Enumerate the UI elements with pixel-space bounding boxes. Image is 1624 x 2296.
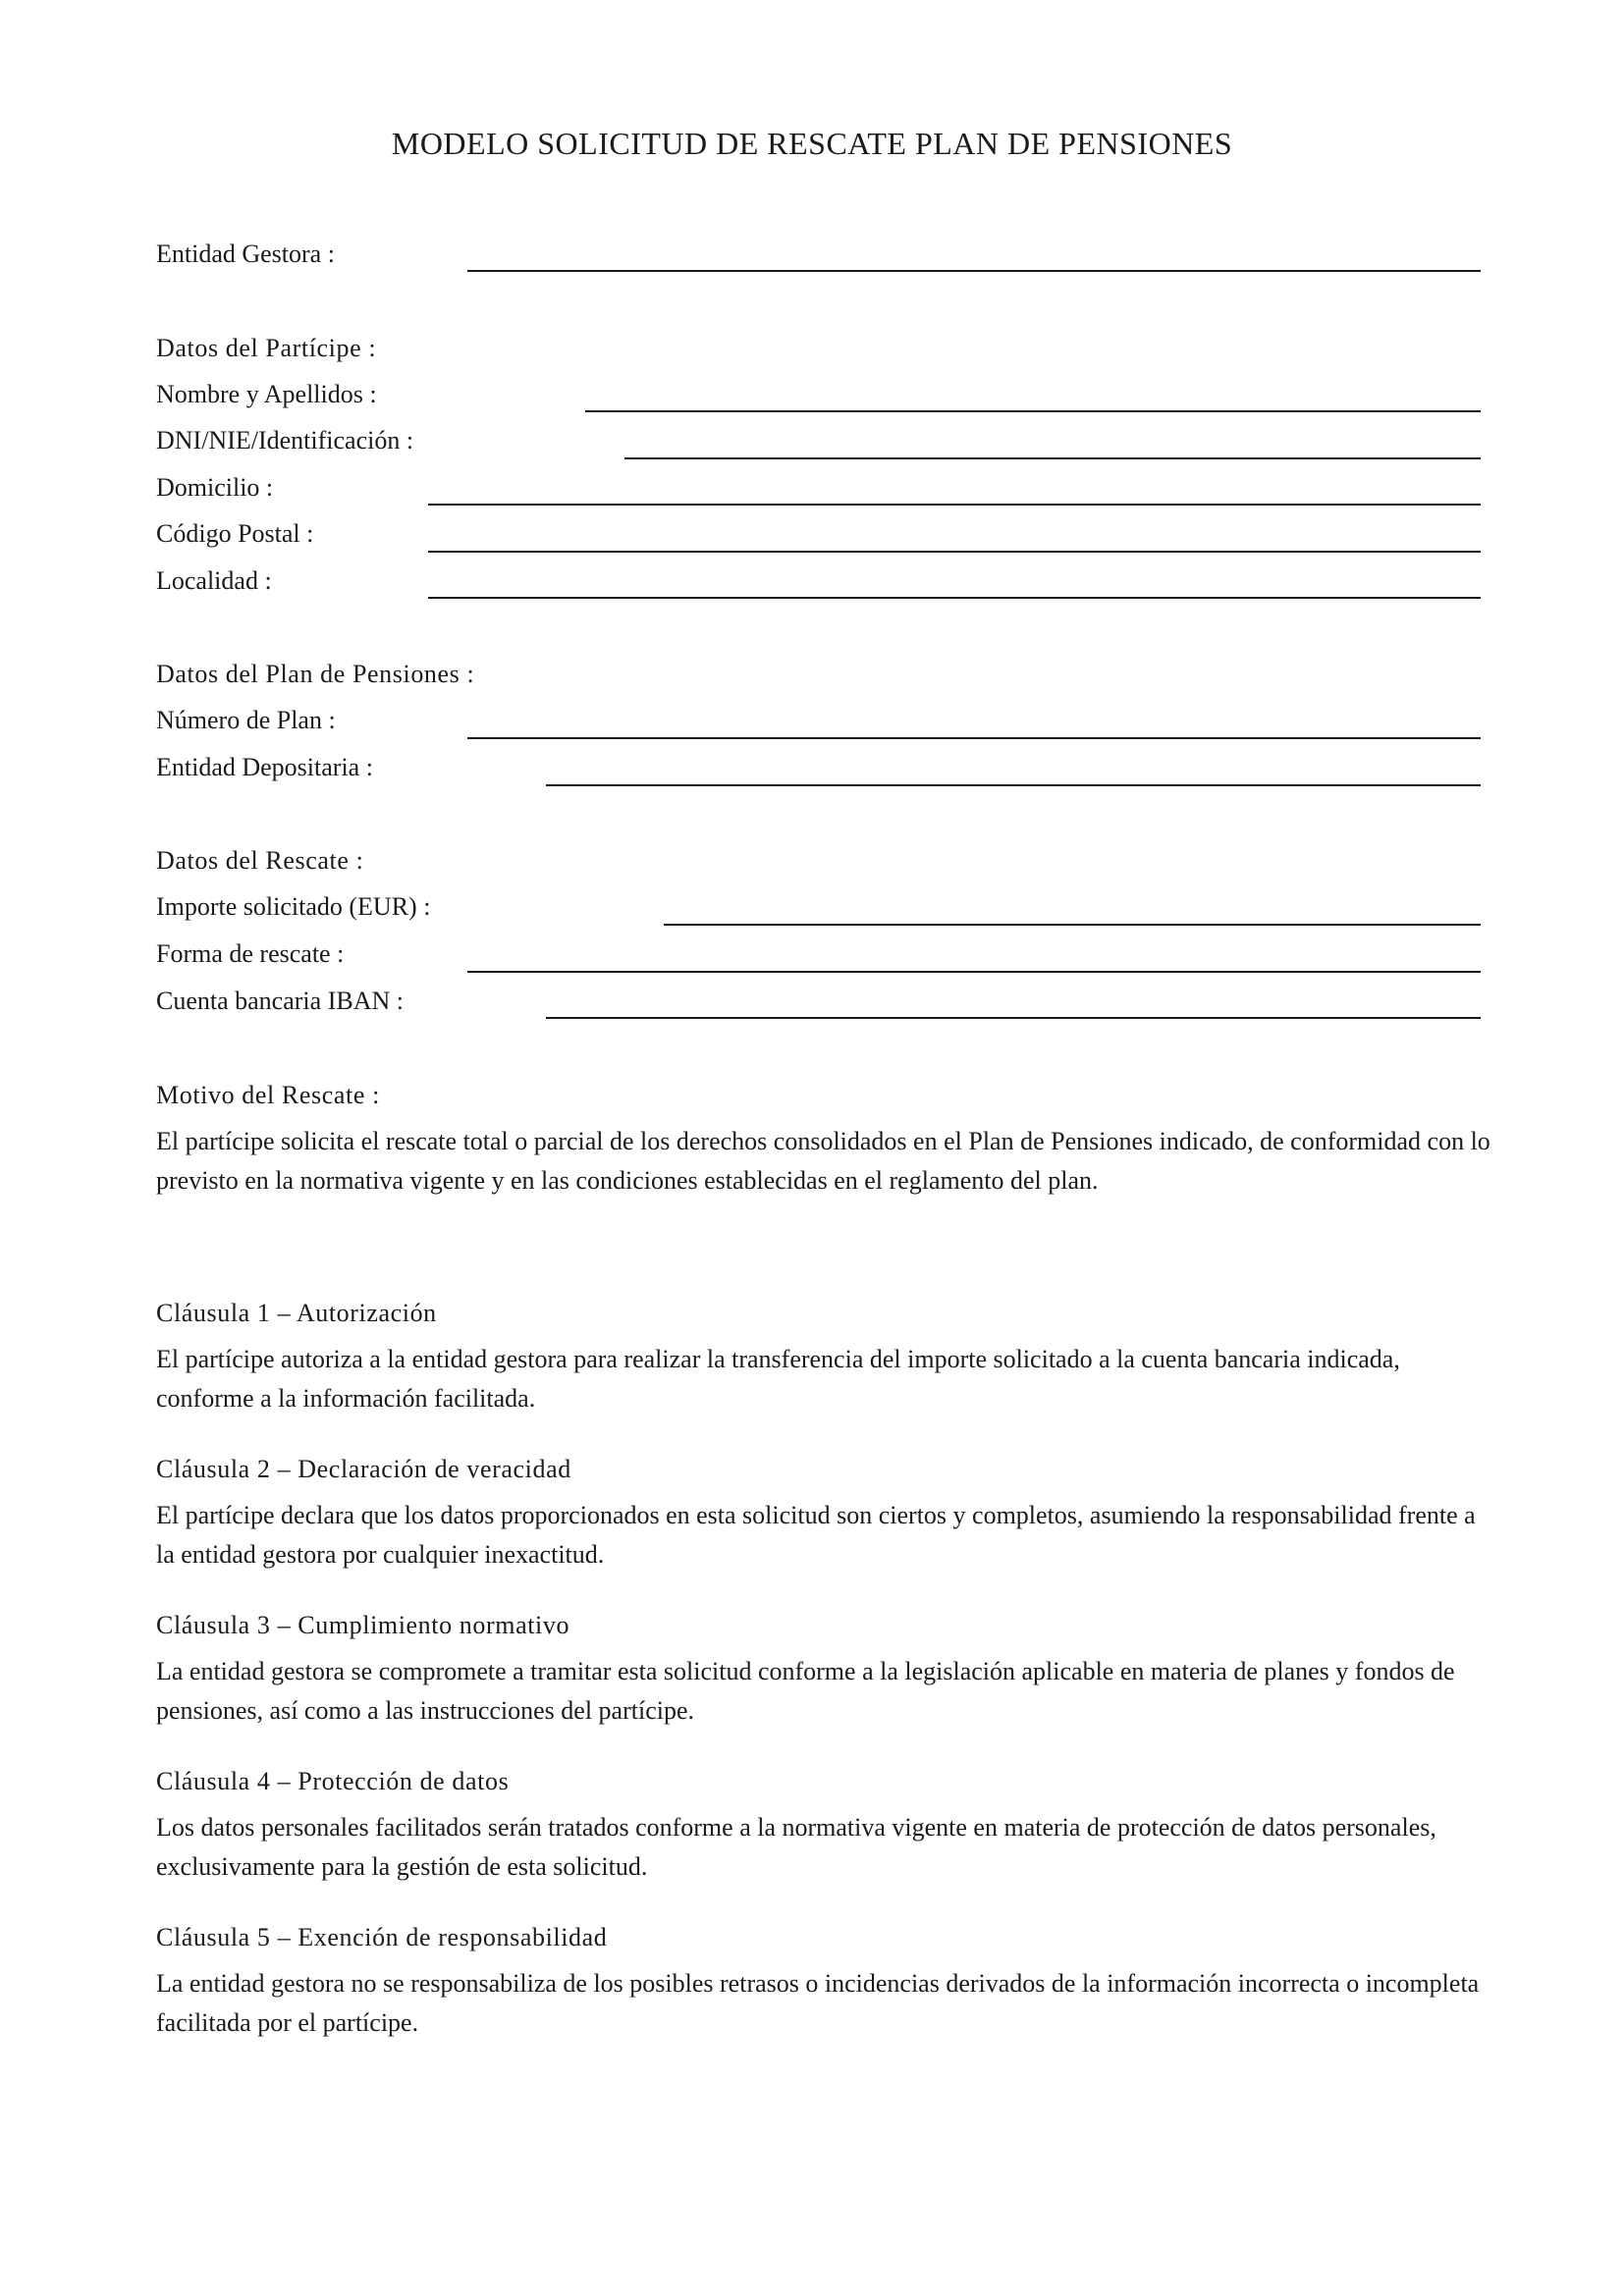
numero-plan-label: Número de Plan : (156, 706, 336, 734)
motivo-heading: Motivo del Rescate : (156, 1081, 380, 1109)
importe-label: Importe solicitado (EUR) : (156, 892, 431, 921)
domicilio-label: Domicilio : (156, 473, 274, 502)
importe-fill-line[interactable] (664, 924, 1481, 926)
numero-plan-fill-line[interactable] (467, 737, 1481, 739)
clausula-1-text: El partícipe autoriza a la entidad gestora para realizar la transferencia del importe solicitado a la cuenta bancaria indicada, conforme a la información facilitada. (156, 1345, 1400, 1413)
localidad-fill-line[interactable] (428, 597, 1481, 599)
nombre-fill-line[interactable] (585, 410, 1481, 412)
clausula-1-title: Cláusula 1 – Autorización (156, 1299, 437, 1327)
dni-label: DNI/NIE/Identificación : (156, 426, 414, 454)
participe-heading: Datos del Partícipe : (156, 334, 377, 362)
nombre-label: Nombre y Apellidos : (156, 380, 377, 408)
codigo-postal-fill-line[interactable] (428, 551, 1481, 553)
iban-fill-line[interactable] (546, 1017, 1481, 1019)
clausula-2-title: Cláusula 2 – Declaración de veracidad (156, 1455, 571, 1483)
clausula-4-text: Los datos personales facilitados serán tratados conforme a la normativa vigente en materia de protección de datos personales, exclusivamente para la gestión de esta solicitud. (156, 1813, 1436, 1881)
document-title: MODELO SOLICITUD DE RESCATE PLAN DE PENSIONES (391, 126, 1233, 161)
clausula-2-text: El partícipe declara que los datos proporcionados en esta solicitud son ciertos y completos, asumiendo la responsabilidad frente a la entidad gestora por cualquier inexactitud. (156, 1501, 1476, 1569)
forma-rescate-fill-line[interactable] (467, 971, 1481, 973)
gestora-label: Entidad Gestora : (156, 240, 335, 268)
clausula-3-text: La entidad gestora se compromete a tramitar esta solicitud conforme a la legislación aplicable en materia de planes y fondos de pensiones, así como a las instrucciones del partícipe. (156, 1657, 1455, 1725)
dni-fill-line[interactable] (624, 457, 1481, 459)
entidad-depositaria-fill-line[interactable] (546, 784, 1481, 786)
clausula-3-title: Cláusula 3 – Cumplimiento normativo (156, 1611, 570, 1639)
codigo-postal-label: Código Postal : (156, 519, 314, 548)
localidad-label: Localidad : (156, 566, 272, 595)
domicilio-fill-line[interactable] (428, 504, 1481, 506)
forma-rescate-label: Forma de rescate : (156, 939, 345, 968)
gestora-fill-line[interactable] (467, 270, 1481, 272)
motivo-text: El partícipe solicita el rescate total o parcial de los derechos consolidados en el Plan de Pensiones indicado, de conformidad con lo previsto en la normativa vigente y en las condiciones establecidas en el reglamento del plan. (156, 1127, 1490, 1195)
clausula-5-text: La entidad gestora no se responsabiliza de los posibles retrasos o incidencias derivados de la información incorrecta o incompleta facilitada por el partícipe. (156, 1969, 1480, 2037)
rescate-heading: Datos del Rescate : (156, 846, 364, 875)
clausula-4-title: Cláusula 4 – Protección de datos (156, 1767, 510, 1795)
plan-heading: Datos del Plan de Pensiones : (156, 660, 475, 688)
entidad-depositaria-label: Entidad Depositaria : (156, 753, 373, 781)
clausula-5-title: Cláusula 5 – Exención de responsabilidad (156, 1923, 608, 1951)
iban-label: Cuenta bancaria IBAN : (156, 987, 404, 1015)
